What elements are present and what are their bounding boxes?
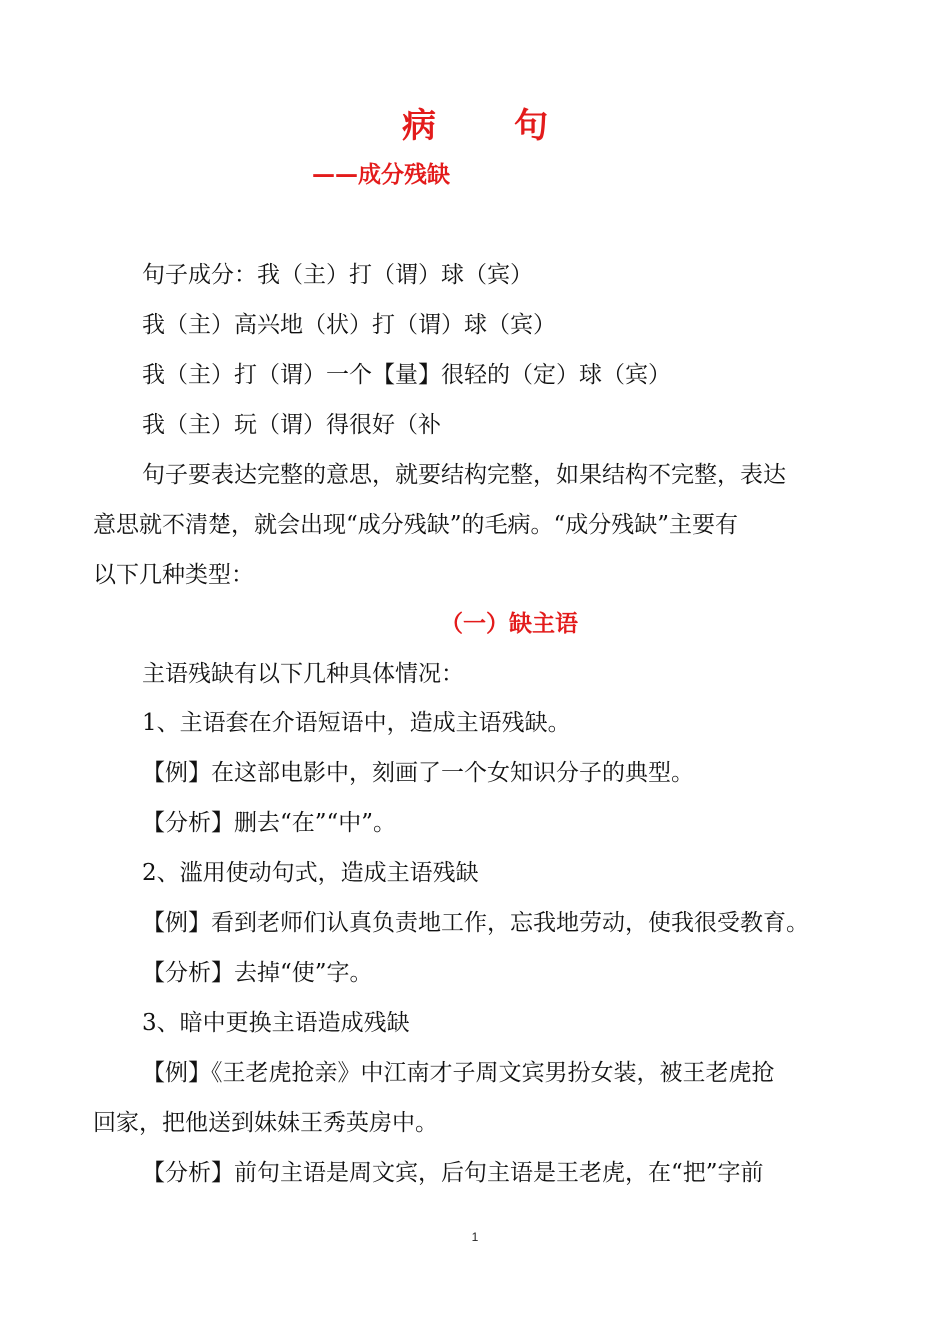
list-item: 2、滥用使动句式，造成主语残缺 — [142, 860, 479, 886]
intro-line: 我（主）玩（谓）得很好（补 — [142, 412, 441, 438]
list-item: 【分析】删去“在”“中”。 — [142, 810, 397, 836]
example-line: 【例】《王老虎抢亲》中江南才子周文宾男扮女装，被王老虎抢 — [142, 1060, 775, 1086]
intro-line: 我（主）打（谓）一个【量】很轻的（定）球（宾） — [142, 362, 671, 388]
paragraph-line: 意思就不清楚，就会出现“成分残缺”的毛病。“成分残缺”主要有 — [93, 512, 739, 538]
section-heading: （一）缺主语 — [440, 611, 578, 637]
section-intro: 主语残缺有以下几种具体情况： — [142, 661, 464, 687]
intro-line: 我（主）高兴地（状）打（谓）球（宾） — [142, 312, 556, 338]
list-item: 1、主语套在介语短语中，造成主语残缺。 — [142, 710, 571, 736]
intro-line: 句子成分：我（主）打（谓）球（宾） — [142, 262, 533, 288]
page-title: 病 句 — [402, 106, 570, 146]
list-item: 【例】在这部电影中，刻画了一个女知识分子的典型。 — [142, 760, 694, 786]
paragraph-line: 句子要表达完整的意思，就要结构完整，如果结构不完整，表达 — [142, 462, 786, 488]
page-number: 1 — [471, 1230, 479, 1244]
paragraph-line: 以下几种类型： — [93, 562, 254, 588]
list-item: 【分析】去掉“使”字。 — [142, 960, 373, 986]
list-item: 3、暗中更换主语造成残缺 — [142, 1010, 410, 1036]
analysis-line: 【分析】前句主语是周文宾，后句主语是王老虎，在“把”字前 — [142, 1160, 764, 1186]
page-subtitle: ——成分残缺 — [312, 162, 450, 188]
list-item: 【例】看到老师们认真负责地工作，忘我地劳动，使我很受教育。 — [142, 910, 809, 936]
example-line: 回家，把他送到妹妹王秀英房中。 — [93, 1110, 438, 1136]
